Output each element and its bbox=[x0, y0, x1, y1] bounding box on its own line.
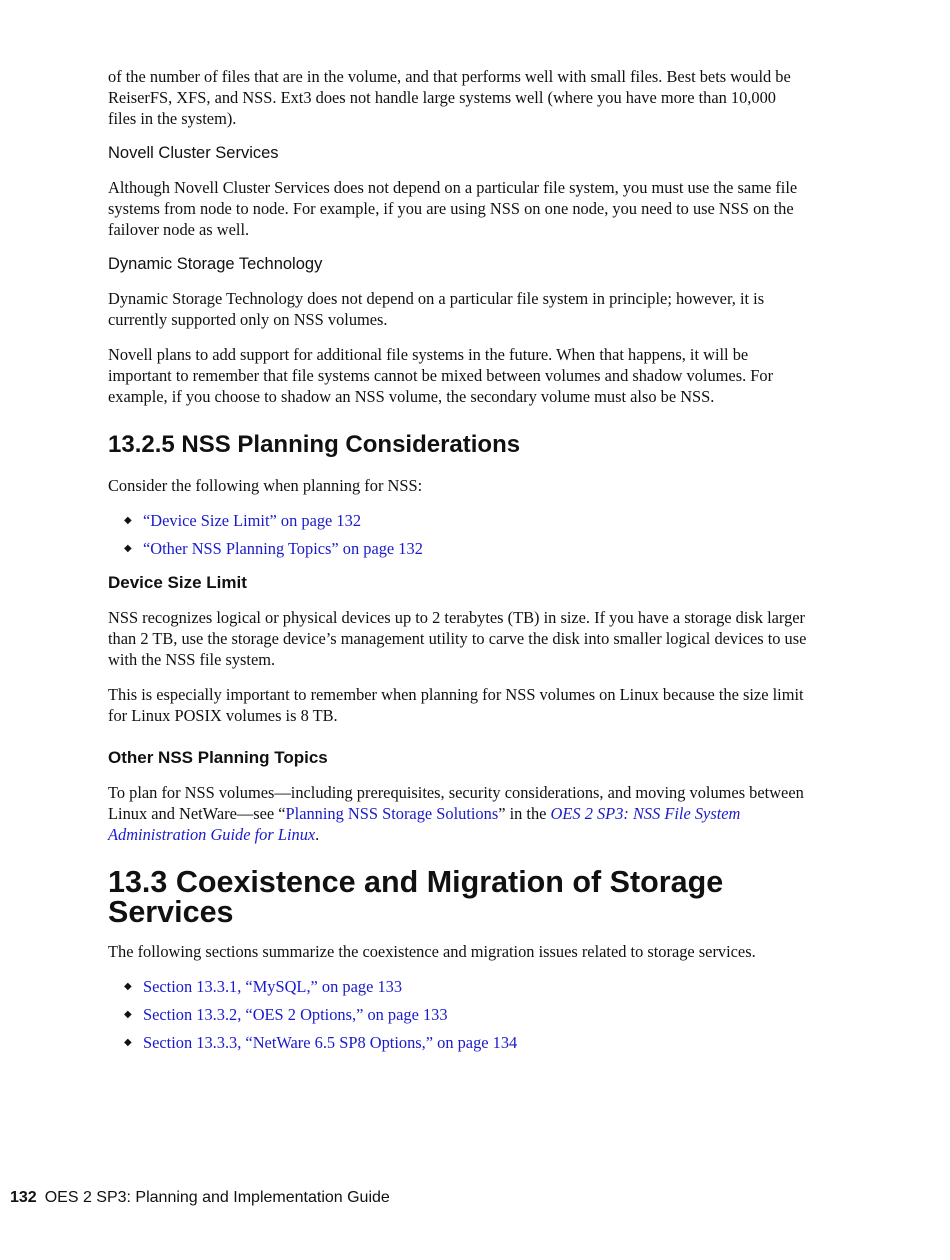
list-item bbox=[108, 538, 808, 559]
nss-planning-list bbox=[108, 510, 808, 559]
coexistence-intro: The following sections summarize the coexistence and migration issues related to storage services. bbox=[108, 942, 756, 961]
link-section-netware-options[interactable]: Section 13.3.3, “NetWare 6.5 SP8 Options,” on page 134 bbox=[143, 1033, 518, 1052]
page-footer bbox=[10, 1189, 390, 1207]
link-planning-nss-storage-solutions[interactable]: Planning NSS Storage Solutions bbox=[285, 804, 499, 823]
other-topics-text-before: To plan for NSS volumes—including prerequisites, security considerations, and moving volumes between Linux and NetWare—see “ bbox=[108, 783, 804, 823]
bullet-diamond-icon: ◆ bbox=[124, 515, 132, 526]
coexistence-heading: 13.3 Coexistence and Migration of Storage Services bbox=[108, 865, 724, 929]
dst-paragraph-2: Novell plans to add support for additional file systems in the future. When that happens, it will be important to remember that file systems cannot be mixed between volumes and shadow volumes. For example, if you choose to shadow an NSS volume, the secondary volume must also be NSS. bbox=[108, 345, 774, 406]
link-section-oes2-options[interactable]: Section 13.3.2, “OES 2 Options,” on page 133 bbox=[143, 1005, 448, 1024]
page-content bbox=[108, 66, 808, 1067]
device-size-paragraph-2: This is especially important to remember when planning for NSS volumes on Linux because the size limit for Linux POSIX volumes is 8 TB. bbox=[108, 685, 804, 725]
bullet-diamond-icon: ◆ bbox=[124, 543, 132, 554]
coexistence-list bbox=[108, 976, 808, 1053]
bullet-diamond-icon: ◆ bbox=[124, 1037, 132, 1048]
other-topics-paragraph bbox=[108, 782, 808, 845]
device-size-paragraph-1: NSS recognizes logical or physical devices up to 2 terabytes (TB) in size. If you have a storage disk larger than 2 TB, use the storage device’s management utility to carve the disk into smaller logical devices to use with the NSS file system. bbox=[108, 608, 807, 669]
list-item bbox=[108, 1032, 808, 1053]
footer-title: OES 2 SP3: Planning and Implementation Guide bbox=[44, 1189, 390, 1206]
nss-planning-heading: 13.2.5 NSS Planning Considerations bbox=[108, 431, 521, 458]
intro-paragraph: of the number of files that are in the volume, and that performs well with small files. Best bets would be ReiserFS, XFS, and NSS. Ext3 does not handle large systems well (where you have more than 10,000 files in the system). bbox=[108, 67, 791, 128]
other-topics-text-after: . bbox=[315, 825, 320, 844]
ncs-heading: Novell Cluster Services bbox=[108, 144, 279, 162]
list-item bbox=[108, 976, 808, 997]
device-size-heading: Device Size Limit bbox=[108, 573, 247, 592]
dst-paragraph-1: Dynamic Storage Technology does not depend on a particular file system in principle; however, it is currently supported only on NSS volumes. bbox=[108, 289, 765, 329]
link-section-mysql[interactable]: Section 13.3.1, “MySQL,” on page 133 bbox=[143, 977, 403, 996]
link-other-nss-planning-topics[interactable]: “Other NSS Planning Topics” on page 132 bbox=[143, 539, 423, 558]
dst-heading: Dynamic Storage Technology bbox=[108, 255, 323, 273]
other-topics-heading: Other NSS Planning Topics bbox=[108, 748, 328, 767]
other-topics-text-middle: ” in the bbox=[498, 804, 551, 823]
list-item bbox=[108, 1004, 808, 1025]
list-item bbox=[108, 510, 808, 531]
link-device-size-limit[interactable]: “Device Size Limit” on page 132 bbox=[143, 511, 362, 530]
link-nss-admin-guide[interactable]: OES 2 SP3: NSS File System Administration Guide for Linux bbox=[108, 804, 741, 844]
ncs-paragraph: Although Novell Cluster Services does not depend on a particular file system, you must use the same file systems from node to node. For example, if you are using NSS on one node, you need to use NSS on the failover node as well. bbox=[108, 178, 798, 239]
page-number: 132 bbox=[10, 1189, 37, 1206]
nss-planning-intro: Consider the following when planning for NSS: bbox=[108, 476, 423, 495]
bullet-diamond-icon: ◆ bbox=[124, 1009, 132, 1020]
bullet-diamond-icon: ◆ bbox=[124, 981, 132, 992]
